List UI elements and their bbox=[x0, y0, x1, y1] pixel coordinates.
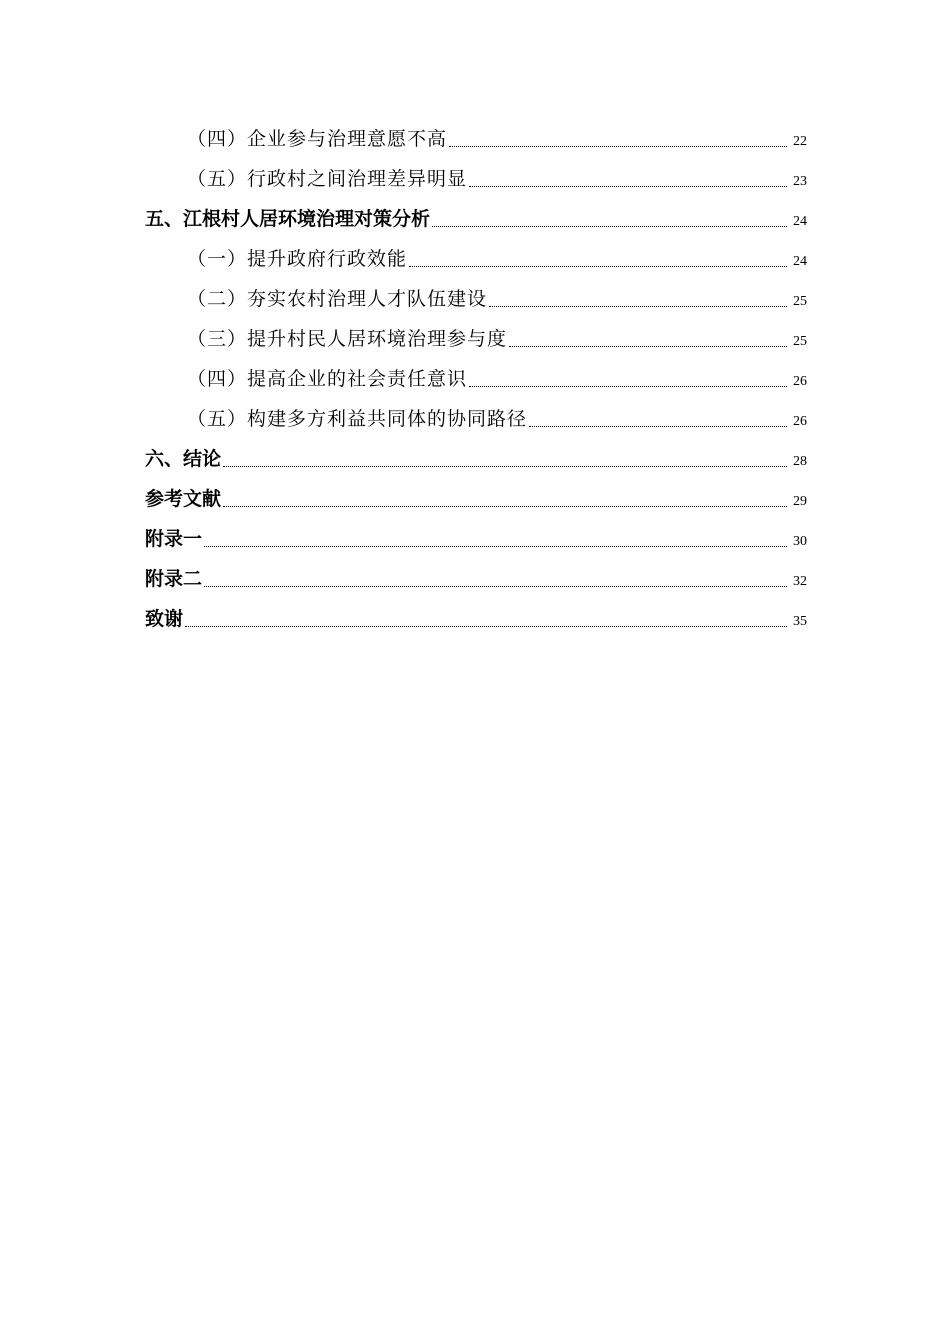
toc-leader-dots bbox=[204, 586, 787, 587]
toc-entry-title: 附录一 bbox=[145, 528, 203, 550]
toc-page-number: 24 bbox=[793, 214, 807, 229]
toc-leader-dots bbox=[489, 306, 787, 307]
toc-entry[interactable] bbox=[145, 118, 807, 158]
toc-leader-dots bbox=[185, 626, 787, 627]
toc-leader-dots bbox=[469, 386, 787, 387]
toc-leader-dots bbox=[469, 186, 787, 187]
toc-entry-title: 参考文献 bbox=[145, 488, 222, 510]
toc-leader-dots bbox=[223, 506, 787, 507]
toc-entry[interactable] bbox=[145, 198, 807, 238]
toc-entry-title: （一）提升政府行政效能 bbox=[187, 248, 408, 270]
toc-entry-title: （四）企业参与治理意愿不高 bbox=[187, 128, 448, 150]
toc-leader-dots bbox=[529, 426, 787, 427]
toc-entry-title: （五）构建多方利益共同体的协同路径 bbox=[187, 408, 528, 430]
toc-entry-title: （四）提高企业的社会责任意识 bbox=[187, 368, 468, 390]
toc-leader-dots bbox=[509, 346, 787, 347]
toc-leader-dots bbox=[223, 466, 787, 467]
toc-page-number: 35 bbox=[793, 614, 807, 629]
toc-entry[interactable] bbox=[145, 398, 807, 438]
toc-entry[interactable] bbox=[145, 438, 807, 478]
toc-page-number: 24 bbox=[793, 254, 807, 269]
toc-entry[interactable] bbox=[145, 518, 807, 558]
toc-entry[interactable] bbox=[145, 598, 807, 638]
toc-leader-dots bbox=[409, 266, 787, 267]
toc-page-number: 22 bbox=[793, 134, 807, 149]
toc-page-number: 28 bbox=[793, 454, 807, 469]
toc-entry-title: （二）夯实农村治理人才队伍建设 bbox=[187, 288, 488, 310]
toc-page-number: 32 bbox=[793, 574, 807, 589]
toc-entry[interactable] bbox=[145, 478, 807, 518]
toc-entry[interactable] bbox=[145, 558, 807, 598]
toc-page-number: 25 bbox=[793, 294, 807, 309]
toc-entry-title: 致谢 bbox=[145, 608, 184, 630]
toc-page-number: 29 bbox=[793, 494, 807, 509]
toc-page-number: 30 bbox=[793, 534, 807, 549]
toc-leader-dots bbox=[204, 546, 787, 547]
toc-entry[interactable] bbox=[145, 318, 807, 358]
toc-page-number: 26 bbox=[793, 414, 807, 429]
toc-entry[interactable] bbox=[145, 158, 807, 198]
toc-leader-dots bbox=[449, 146, 787, 147]
toc-page-number: 23 bbox=[793, 174, 807, 189]
table-of-contents bbox=[145, 118, 807, 638]
toc-entry-title: 附录二 bbox=[145, 568, 203, 590]
toc-entry-title: 六、结论 bbox=[145, 448, 222, 470]
toc-page-number: 25 bbox=[793, 334, 807, 349]
toc-entry-title: （三）提升村民人居环境治理参与度 bbox=[187, 328, 508, 350]
toc-entry[interactable] bbox=[145, 358, 807, 398]
toc-page-number: 26 bbox=[793, 374, 807, 389]
toc-entry-title: （五）行政村之间治理差异明显 bbox=[187, 168, 468, 190]
toc-entry-title: 五、江根村人居环境治理对策分析 bbox=[145, 208, 431, 230]
toc-entry[interactable] bbox=[145, 238, 807, 278]
toc-leader-dots bbox=[432, 226, 787, 227]
toc-entry[interactable] bbox=[145, 278, 807, 318]
